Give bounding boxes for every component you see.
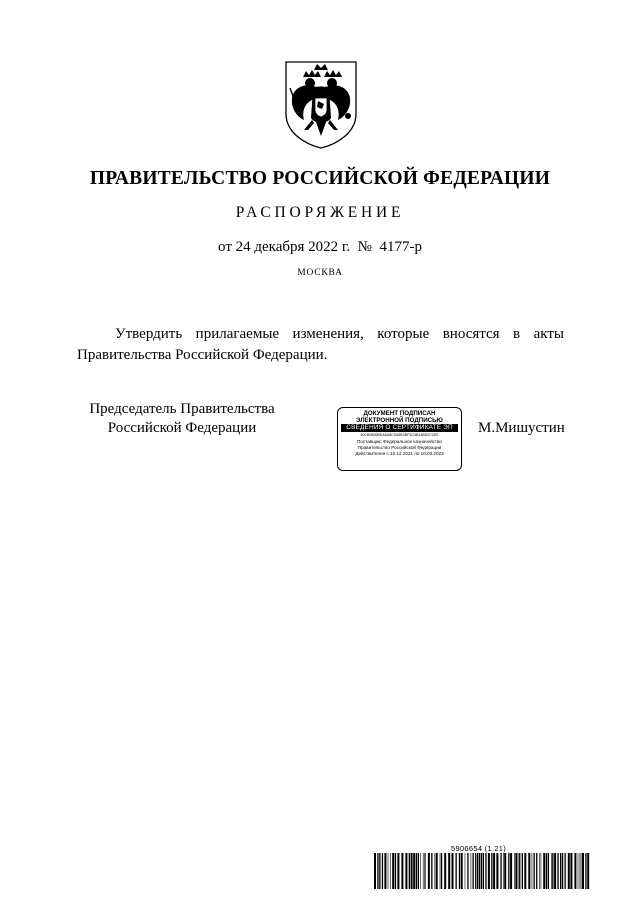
- stamp-owner: Правительство Российской Федерации: [357, 445, 442, 451]
- barcode-bar: [578, 853, 579, 889]
- barcode-bar: [401, 853, 403, 889]
- barcode-bar: [441, 853, 442, 889]
- barcode-bar: [384, 853, 386, 889]
- barcode-bar: [514, 853, 515, 889]
- barcode-bar: [536, 853, 537, 889]
- document-city: МОСКВА: [297, 268, 343, 278]
- barcode-bar: [377, 853, 378, 889]
- barcode-bar: [539, 853, 540, 889]
- barcode-bar: [518, 853, 519, 889]
- barcode-bar: [409, 853, 410, 889]
- barcode-bar: [424, 853, 425, 889]
- barcode-bar: [580, 853, 581, 889]
- signer-position-line1: Председатель Правительства: [89, 401, 275, 417]
- barcode-bar: [473, 853, 474, 889]
- barcode-bar: [581, 853, 582, 889]
- barcode-bar: [582, 853, 584, 889]
- barcode-bar: [481, 853, 482, 889]
- barcode-bar: [541, 853, 542, 889]
- barcode-bar: [431, 853, 432, 889]
- barcode-bar: [570, 853, 572, 889]
- barcode-bar: [488, 853, 490, 889]
- government-title: ПРАВИТЕЛЬСТВО РОССИЙСКОЙ ФЕДЕРАЦИИ: [89, 168, 551, 189]
- barcode-bar: [546, 853, 547, 889]
- barcode-number: 5906654 (1.21): [451, 844, 507, 853]
- barcode-bar: [420, 853, 421, 889]
- barcode-bar: [388, 853, 389, 889]
- barcode-bar: [374, 853, 376, 889]
- barcode-bar: [534, 853, 535, 889]
- order-text: Утвердить прилагаемые изменения, которые вносятся в акты Правительства Российской Федерации.: [77, 326, 564, 363]
- barcode-bar: [440, 853, 441, 889]
- stamp-issuer: Поставщик: Федеральное казначейство: [357, 438, 442, 444]
- barcode-bar: [423, 853, 424, 889]
- signer-name: М.Мишустин: [478, 420, 565, 436]
- barcode-bar: [515, 853, 517, 889]
- barcode-bar: [418, 853, 419, 889]
- barcode-bar: [568, 853, 570, 889]
- barcode-bar: [528, 853, 530, 889]
- stamp-validity: Действителен с 10.12.2021 по 10.03.2023: [355, 451, 444, 457]
- barcode-bar: [493, 853, 495, 889]
- barcode-bar: [552, 853, 553, 889]
- coat-of-arms-emblem: [282, 58, 360, 150]
- barcode: [374, 853, 590, 889]
- barcode-bar: [416, 853, 417, 889]
- barcode-bar: [379, 853, 380, 889]
- barcode-bar: [562, 853, 563, 889]
- barcode-bar: [496, 853, 498, 889]
- barcode-bar: [508, 853, 509, 889]
- barcode-bar: [435, 853, 436, 889]
- barcode-bar: [510, 853, 512, 889]
- stamp-line1: ДОКУМЕНТ ПОДПИСАН: [363, 410, 436, 417]
- barcode-bar: [524, 853, 526, 889]
- document-type: РАСПОРЯЖЕНИЕ: [235, 204, 405, 221]
- signer-position-line2: Российской Федерации: [107, 420, 257, 436]
- barcode-bar: [461, 853, 463, 889]
- barcode-bar: [479, 853, 480, 889]
- barcode-bar: [448, 853, 450, 889]
- stamp-certificate-number: 40CB9500BDA6D8C0A5B2BF1D3E44BD2C2EE: [360, 433, 439, 438]
- barcode-bar: [532, 853, 533, 889]
- barcode-bar: [587, 853, 589, 889]
- barcode-bar: [565, 853, 566, 889]
- barcode-bar: [543, 853, 545, 889]
- barcode-bar: [548, 853, 549, 889]
- barcode-bar: [560, 853, 561, 889]
- barcode-bar: [471, 853, 472, 889]
- barcode-bar: [503, 853, 504, 889]
- barcode-bar: [585, 853, 586, 889]
- barcode-bar: [395, 853, 396, 889]
- stamp-certificate-header: СВЕДЕНИЯ О СЕРТИФИКАТЕ ЭП: [341, 424, 458, 432]
- barcode-bar: [444, 853, 446, 889]
- barcode-bar: [456, 853, 457, 889]
- barcode-bar: [522, 853, 523, 889]
- barcode-bar: [459, 853, 460, 889]
- barcode-bar: [504, 853, 506, 889]
- barcode-bar: [491, 853, 492, 889]
- barcode-bar: [557, 853, 558, 889]
- barcode-bar: [519, 853, 520, 889]
- barcode-bar: [452, 853, 454, 889]
- barcode-bar: [411, 853, 413, 889]
- barcode-bar: [425, 853, 426, 889]
- barcode-bar: [551, 853, 552, 889]
- barcode-bar: [382, 853, 383, 889]
- barcode-bar: [485, 853, 486, 889]
- barcode-bar: [405, 853, 407, 889]
- barcode-bar: [465, 853, 466, 889]
- barcode-bar: [483, 853, 484, 889]
- barcode-bar: [436, 853, 438, 889]
- barcode-bar: [477, 853, 478, 889]
- signer-position: [77, 400, 287, 438]
- barcode-bar: [554, 853, 556, 889]
- stamp-line2: ЭЛЕКТРОННОЙ ПОДПИСЬЮ: [356, 417, 443, 425]
- barcode-bar: [392, 853, 394, 889]
- barcode-bar: [574, 853, 576, 889]
- barcode-bar: [397, 853, 399, 889]
- barcode-bar: [467, 853, 468, 889]
- barcode-bar: [390, 853, 391, 889]
- barcode-bar: [475, 853, 476, 889]
- electronic-signature-stamp: [337, 407, 462, 471]
- barcode-bar: [413, 853, 415, 889]
- barcode-bar: [428, 853, 430, 889]
- barcode-bar: [500, 853, 501, 889]
- document-date-number: от 24 декабря 2022 г. № 4177-р: [218, 239, 422, 255]
